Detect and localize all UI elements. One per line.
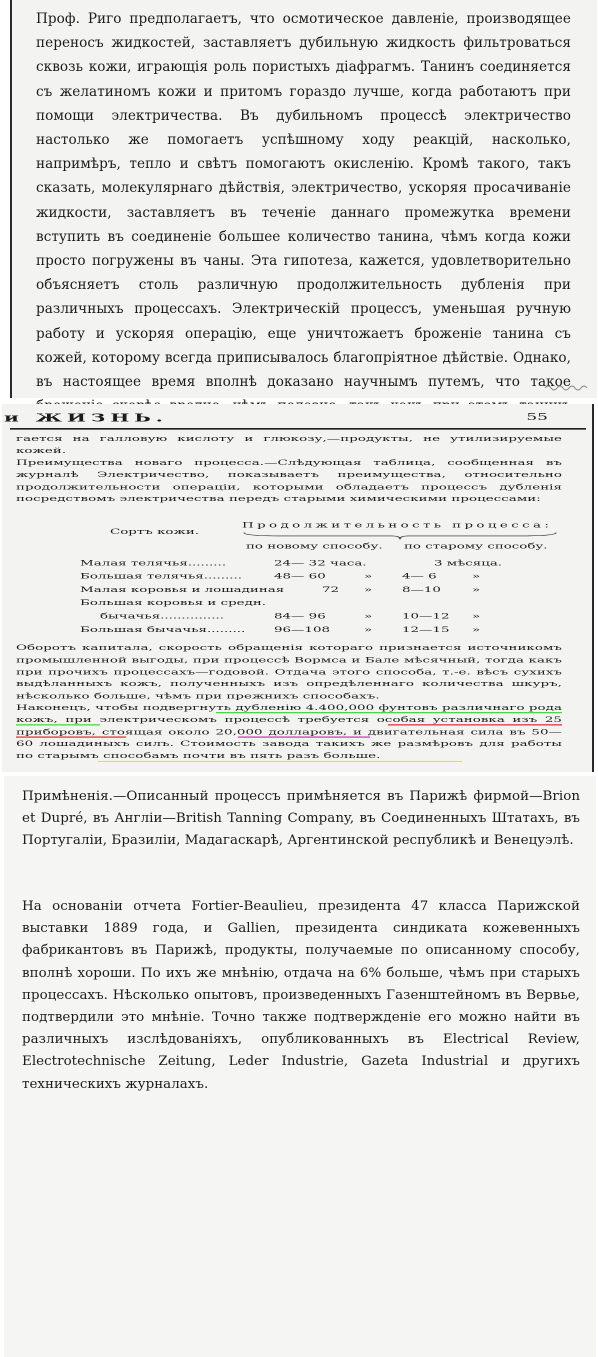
hyphen-squiggle-icon xyxy=(545,384,587,392)
table-row-sort: Малая коровья и лошадиная xyxy=(80,585,285,595)
table-row-sort: Большая бычачья......... xyxy=(80,625,246,634)
table-header-new: по новому способу. xyxy=(246,542,383,551)
paragraph-final: Наконецъ, чтобы подвергнуть дубленію 4.400,000 фунтовъ различнаго рода кожъ, при электрическомъ процессѣ требуется особая установка изъ 25 приборовъ, стоящая около 20,000 долларовъ, и двигательная сила въ 50—60 лошадиныхъ силъ. Стоимость завода такихъ же размѣровъ для работы по старымъ способамъ почти въ пять разъ больше. xyxy=(16,703,562,761)
table-row-ditto: » xyxy=(364,612,373,621)
table-row-new: 72 xyxy=(322,585,340,595)
page-fragment-top xyxy=(10,0,597,398)
table-header-old: по старому способу. xyxy=(404,542,548,551)
table-header-sort: Сортъ кожи. xyxy=(110,528,199,537)
underline-green xyxy=(16,724,100,725)
underline-yellow xyxy=(98,761,462,762)
paragraph-rigaud-hypothesis: Проф. Риго предполагаетъ, что осмотическое давленіе, производящее переносъ жидкостей, заставляетъ дубильную жидкость фильтроваться сквозь кожи, играющія роль пористыхъ діафрагмъ. Танинъ соединяется съ желатиномъ кожи и притомъ гораздо лучше, когда работаютъ при помощи электричества. Въ дубильномъ процессѣ электричество настолько же помогаетъ успѣшному ходу реакцій, насколько, напримѣръ, тепло и свѣтъ помогаютъ окисленію. Кромѣ такого, такъ сказать, молекулярнаго дѣйствія, электричество, ускоряя просачиваніе жидкости, заставляетъ въ теченіе даннаго промежутка времени вступить въ соединеніе большее количество танина, чѣмъ когда кожи просто погружены въ чаны. Эта гипотеза, кажется, удовлетворительно объясняетъ столь различную продолжительность дубленія при различныхъ процессахъ. Электрическій процессъ, уменьшая ручную работу и ускоряя операцію, еще уничтожаетъ броженіе танина съ кожей, которому всегда приписывалось благопріятное дѣйствіе. Однако, въ настоящее время вполнѣ доказано научнымъ путемъ, что такое xyxy=(36,11,571,391)
underline-red xyxy=(16,737,126,738)
table-row-ditto: » xyxy=(364,585,373,595)
table-row-sort: Малая телячья......... xyxy=(80,559,227,568)
table-row-new: 84— 96 xyxy=(274,612,326,621)
underline-magenta xyxy=(238,737,370,738)
page-number: 55 xyxy=(526,411,548,423)
table-header-duration: Продолжительность процесса: xyxy=(242,521,553,530)
table-row-new: 24— 32 часа. xyxy=(274,559,367,568)
table-row-ditto: » xyxy=(364,625,373,634)
table-row-old: 8—10 xyxy=(402,585,441,595)
running-header-title: и ЖИЗНЬ. xyxy=(4,410,168,424)
duration-table xyxy=(2,404,592,761)
paragraph-advantages: Преимущества новаго процесса.—Слѣдующая таблица, сообщенная въ журналѣ Электричество, показываетъ преимущества, относительно продолжительности операціи, которыми обладаетъ процессъ дубленія посредствомъ электричества передъ старыми химическими процессами: xyxy=(16,458,562,504)
table-row-ditto: » xyxy=(472,572,481,581)
paragraph-turnover: Оборотъ капитала, скорость обращенія котораго признается источникомъ промышленной выгоды, при процессѣ Вормса и Бале мѣсячный, тогда какъ при прочихъ процессахъ—годовой. Отдача этого способа, т.-е. вѣсъ сухихъ выдѣланныхъ кожъ, полученныхъ изъ опредѣленнаго количества шкуръ, нѣсколько больше, чѣмъ при прежнихъ способахъ. xyxy=(16,643,562,701)
table-row-ditto: » xyxy=(472,612,481,621)
paragraph-applications: Примѣненія.—Описанный процессъ примѣняется въ Парижѣ фирмой—Brion et Dupré, въ Англіи—British Tanning Company, въ Соединенныхъ Штатахъ, въ Португаліи, Бразиліи, Мадагаскарѣ, Аргентинской республикѣ и Венецуэлѣ. xyxy=(22,789,580,849)
table-row-sort: бычачья............... xyxy=(100,612,224,621)
table-row-new: 96—108 xyxy=(274,625,330,634)
table-row-old: 3 мѣсяца. xyxy=(434,559,503,568)
underline-red xyxy=(388,724,562,725)
table-row-ditto: » xyxy=(472,625,481,634)
table-row-old: 12—15 xyxy=(402,625,450,634)
paragraph-intro: гается на галловую кислоту и глюкозу,—продукты, не утилизируемые кожей. xyxy=(16,434,562,455)
brace-icon xyxy=(242,531,558,540)
table-row-sort: Большая телячья......... xyxy=(80,572,243,581)
page-fragment-bottom xyxy=(4,776,596,1357)
table-row-ditto: » xyxy=(472,585,481,595)
table-row-old: 10—12 xyxy=(402,612,450,621)
table-row-old: 4— 6 xyxy=(402,572,437,581)
table-row-ditto: » xyxy=(364,572,373,581)
table-row-new: 48— 60 xyxy=(274,572,326,581)
underline-green xyxy=(216,712,562,713)
page-fragment-middle-continued xyxy=(2,404,594,772)
table-row-sort: Большая коровья и средн. xyxy=(80,599,267,608)
paragraph-report: На основаніи отчета Fortier-Beaulieu, президента 47 класса Парижской выставки 1889 года, и Gallien, президента синдиката кожевенныхъ фабрикантовъ въ Парижѣ, продукты, получаемые по описанному способу, вполнѣ хороши. По ихъ же мнѣнію, отдача на 6% больше, чѣмъ при старыхъ процессахъ. Нѣсколько опытовъ, произведенныхъ Газенштейномъ въ Вервье, подтвердили это мнѣніе. Точно также подтвержденіе его можно найти въ различныхъ изслѣдованіяхъ, опубликованныхъ въ Electrical Review, Electrotechnische Zeitung, Leder Industrie, Gazeta Industrial и другихъ техническихъ журналахъ. xyxy=(22,899,580,1092)
